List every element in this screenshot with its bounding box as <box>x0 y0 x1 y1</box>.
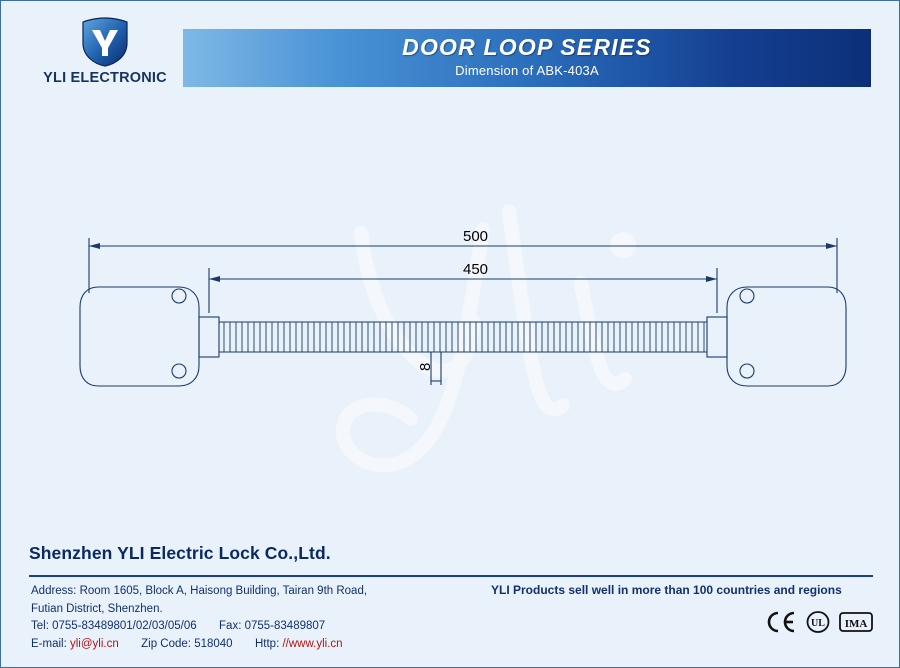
ul-mark-icon <box>806 611 830 633</box>
footer-slogan: YLI Products sell well in more than 100 countries and regions <box>491 583 842 597</box>
flexible-armoured-tube <box>219 322 707 352</box>
ima-mark-icon <box>839 611 873 633</box>
contact-block <box>31 583 367 653</box>
dim-text-8: 8 <box>417 362 434 371</box>
email-label: E-mail: <box>31 637 67 650</box>
page-header <box>1 1 900 113</box>
company-logo <box>29 17 181 95</box>
page-footer <box>1 533 900 668</box>
ce-mark-icon <box>765 611 797 633</box>
footer-divider <box>29 575 873 577</box>
fax: Fax: 0755-83489807 <box>219 620 326 632</box>
dim-text-450: 450 <box>463 261 489 278</box>
certification-marks <box>765 611 873 633</box>
mounting-plate-left <box>80 287 199 386</box>
page-subtitle: Dimension of ABK-403A <box>455 63 599 78</box>
company-name: Shenzhen YLI Electric Lock Co.,Ltd. <box>29 543 331 563</box>
page-title: DOOR LOOP SERIES <box>402 34 652 60</box>
logo-text: YLI ELECTRONIC <box>43 70 167 86</box>
svg-text:UL: UL <box>811 618 825 629</box>
drawing-canvas <box>1 113 900 533</box>
http-label: Http: <box>254 637 280 650</box>
email-link[interactable]: yli@yli.cn <box>69 637 119 650</box>
address-line-1: Address: Room 1605, Block A, Haisong Building, Tairan 9th Road, <box>31 585 368 597</box>
collar-left <box>199 317 219 357</box>
collar-right <box>707 317 727 357</box>
svg-text:IMA: IMA <box>844 618 868 630</box>
dim-text-500: 500 <box>463 228 489 245</box>
zip-code: Zip Code: 518040 <box>141 637 233 650</box>
address-line-2: Futian District, Shenzhen. <box>31 602 163 615</box>
telephone: Tel: 0755-83489801/02/03/05/06 <box>31 620 197 632</box>
mounting-plate-right <box>727 287 846 386</box>
title-banner <box>183 29 871 87</box>
website-link[interactable]: //www.yli.cn <box>282 637 343 650</box>
yli-shield-logo-icon <box>80 17 130 67</box>
technical-drawing <box>1 113 900 533</box>
